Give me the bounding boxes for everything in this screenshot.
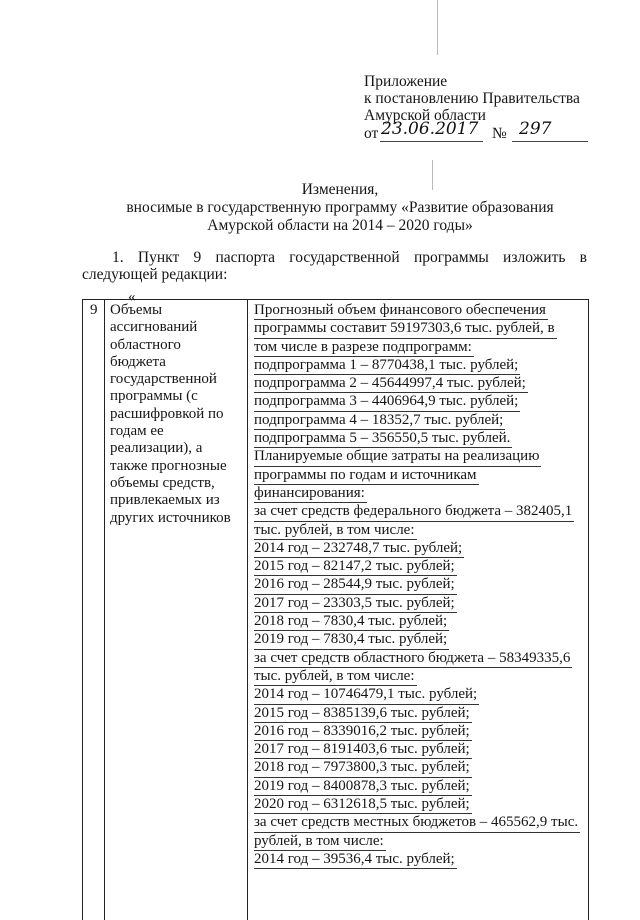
table-border-right bbox=[588, 300, 589, 920]
label-line: Объемы bbox=[110, 302, 163, 318]
content-line: том числе в разрезе подпрограмм: bbox=[254, 339, 474, 357]
scan-artifact-line bbox=[437, 0, 438, 55]
annex-date-number bbox=[364, 125, 378, 143]
content-line: за счет средств областного бюджета – 58349335,6 bbox=[254, 650, 572, 668]
content-line: подпрограмма 2 – 45644997,4 тыс. рублей; bbox=[254, 375, 528, 393]
annex-line-2: к постановлению Правительства bbox=[364, 90, 580, 107]
intro-paragraph: 1. Пункт 9 паспорта государственной программы изложить в bbox=[112, 249, 587, 266]
label-line: также прогнозные bbox=[110, 457, 227, 474]
content-line: 2015 год – 82147,2 тыс. рублей; bbox=[254, 558, 457, 576]
table-border-left bbox=[82, 300, 83, 920]
heading-line-3: Амурской области на 2014 – 2020 годы» bbox=[207, 217, 473, 234]
table-border-col2 bbox=[247, 300, 248, 920]
content-line: 2016 год – 28544,9 тыс. рублей; bbox=[254, 576, 457, 594]
content-line: подпрограмма 3 – 4406964,9 тыс. рублей; bbox=[254, 393, 520, 411]
content-line: 2018 год – 7973800,3 тыс. рублей; bbox=[254, 759, 472, 777]
content-line: финансирования: bbox=[254, 485, 367, 503]
label-line: программы (с bbox=[110, 388, 198, 405]
content-line: 2014 год – 232748,7 тыс. рублей; bbox=[254, 540, 464, 558]
label-line: привлекаемых из bbox=[110, 492, 220, 509]
content-line: программы составит 59197303,6 тыс. рублей, в bbox=[254, 320, 557, 338]
heading-line-2: вносимые в государственную программу «Развитие образования bbox=[126, 199, 554, 216]
annex-line-3: Амурской области bbox=[364, 107, 486, 124]
handwritten-date: 23.06.2017 bbox=[381, 119, 479, 139]
content-line: 2020 год – 6312618,5 тыс. рублей; bbox=[254, 796, 472, 814]
annex-title: Приложение bbox=[364, 73, 448, 90]
content-line: тыс. рублей, в том числе: bbox=[254, 668, 417, 686]
label-line: годам ее bbox=[110, 423, 164, 440]
content-line: 2018 год – 7830,4 тыс. рублей; bbox=[254, 613, 449, 631]
content-line: подпрограмма 1 – 8770438,1 тыс. рублей; bbox=[254, 357, 520, 375]
number-prefix: № bbox=[492, 125, 507, 142]
content-line: 2016 год – 8339016,2 тыс. рублей; bbox=[254, 723, 472, 741]
label-line: расшифровкой по bbox=[110, 405, 224, 422]
label-line: областного bbox=[110, 336, 181, 353]
content-line: 2019 год – 7830,4 тыс. рублей; bbox=[254, 631, 449, 649]
label-line: государственной bbox=[110, 371, 217, 388]
content-line: 2014 год – 10746479,1 тыс. рублей; bbox=[254, 686, 479, 704]
content-line: тыс. рублей, в том числе: bbox=[254, 522, 417, 540]
content-line: 2014 год – 39536,4 тыс. рублей; bbox=[254, 851, 457, 869]
date-underline bbox=[380, 141, 483, 142]
content-line: 2017 год – 23303,5 тыс. рублей; bbox=[254, 595, 457, 613]
content-line: 2015 год – 8385139,6 тыс. рублей; bbox=[254, 705, 472, 723]
row-content bbox=[254, 302, 588, 869]
content-line: Планируемые общие затраты на реализацию bbox=[254, 448, 541, 466]
handwritten-number: 297 bbox=[519, 119, 552, 139]
content-line: 2017 год – 8191403,6 тыс. рублей; bbox=[254, 741, 472, 759]
label-line: ассигнований bbox=[110, 319, 198, 336]
label-line: бюджета bbox=[110, 353, 166, 370]
content-line: за счет средств федерального бюджета – 382405,1 bbox=[254, 503, 574, 521]
content-line: за счет средств местных бюджетов – 465562,9 тыс. bbox=[254, 814, 580, 832]
content-line: подпрограмма 5 – 356550,5 тыс. рублей. bbox=[254, 430, 512, 448]
passport-table bbox=[82, 299, 589, 920]
date-prefix: от bbox=[364, 125, 379, 142]
label-line: реализации), а bbox=[110, 440, 203, 457]
number-underline bbox=[512, 141, 588, 142]
content-line: 2019 год – 8400878,3 тыс. рублей; bbox=[254, 778, 472, 796]
row-number: 9 bbox=[90, 302, 98, 318]
heading-title: Изменения, bbox=[301, 181, 379, 198]
content-line: программы по годам и источникам bbox=[254, 467, 479, 485]
table-border-col1 bbox=[104, 300, 105, 920]
content-line: подпрограмма 4 – 18352,7 тыс. рублей; bbox=[254, 412, 505, 430]
label-line: других источников bbox=[110, 509, 231, 526]
label-line: объемы средств, bbox=[110, 474, 215, 491]
opening-quote: « bbox=[128, 289, 136, 305]
annex-block bbox=[364, 73, 580, 124]
content-line: рублей, в том числе: bbox=[254, 833, 386, 851]
intro-paragraph-cont: следующей редакции: bbox=[82, 266, 228, 283]
content-line: Прогнозный объем финансового обеспечения bbox=[254, 302, 548, 320]
row-label bbox=[110, 302, 240, 527]
document-heading bbox=[80, 181, 600, 235]
